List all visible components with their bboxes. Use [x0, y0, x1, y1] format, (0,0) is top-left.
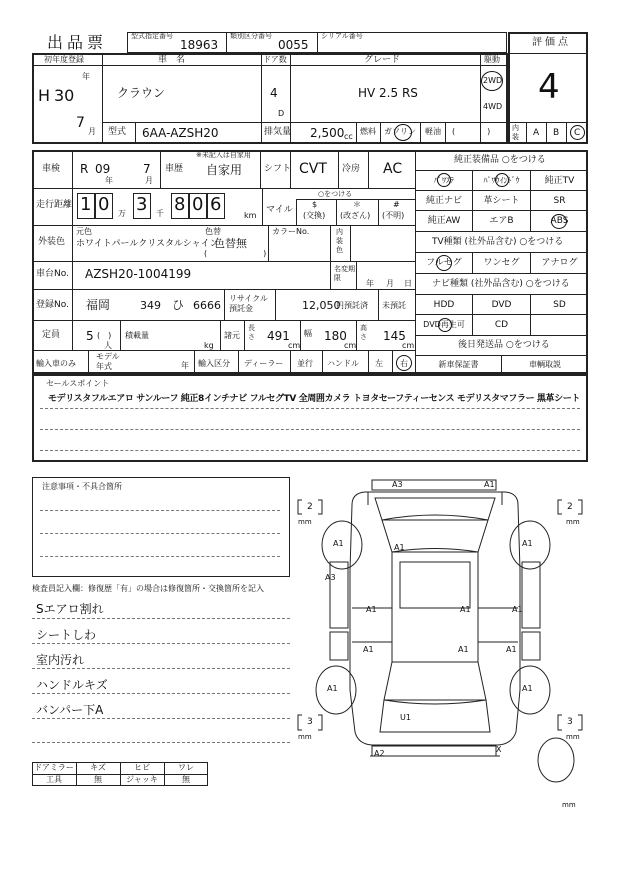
mileage-digit-3: 3	[136, 194, 148, 215]
mileage-digit-1: 1	[80, 194, 92, 215]
ac-label: 冷房	[342, 164, 361, 174]
grade-value: HV 2.5 RS	[358, 86, 418, 100]
displacement-label: 排気量	[264, 127, 292, 137]
equip-oem-aw: 純正AW	[427, 216, 461, 226]
tread-rear-left-unit: mm	[298, 733, 312, 741]
sales-point-text: モデリスタフルエアロ サンルーフ 純正8インチナビ フルセグTV 全周囲カメラ トヨタセーフティーセンス モデリスタマフラー 黒革シート	[48, 394, 580, 404]
navi-cd: CD	[494, 320, 509, 330]
dims-label: 諸元	[224, 331, 240, 340]
missing-value-3: ジャッキ	[126, 775, 158, 784]
sales-point-label: セールスポイント	[46, 379, 110, 388]
tread-front-left: 2	[307, 502, 313, 512]
capacity-unit: 人	[104, 341, 112, 350]
missing-header-1: ドアミラー	[34, 763, 74, 772]
score-value: 4	[538, 67, 560, 107]
mark-rear-bumper: A2	[374, 749, 385, 758]
mark-rear-bumper-right: X	[496, 745, 502, 754]
drive-4wd: 4WD	[483, 102, 503, 111]
registration-class: 349	[140, 299, 161, 312]
category-label: 類別区分番号	[230, 32, 272, 40]
equip-power-steering: ﾊﾟﾜｽﾃ	[434, 176, 454, 185]
missing-value-2: 無	[94, 775, 102, 784]
car-name: クラウン	[117, 86, 166, 100]
tread-rear-right: 3	[567, 717, 573, 727]
mileage-digit-6: 6	[210, 194, 222, 215]
inspector-note-4: ハンドルキズ	[36, 678, 108, 692]
color-change-label: 色替	[205, 227, 221, 236]
exchange-symbol: $	[312, 200, 318, 209]
mile-check-label: ○をつける	[318, 190, 353, 198]
missing-header-2: キズ	[90, 763, 106, 772]
doors-value: 4	[270, 86, 278, 100]
tv-oneseg: ワンセグ	[483, 258, 520, 268]
handle-left: 左	[375, 359, 383, 368]
light-oil-paren: ( )	[452, 127, 491, 136]
ac-value: AC	[383, 161, 403, 177]
tv-analog: アナログ	[541, 258, 578, 268]
import-category-label: 輸入区分	[198, 359, 230, 368]
equip-leather-seat: 革シート	[483, 196, 520, 206]
tv-type-label: TV種類 (社外品含む) ○をつける	[432, 237, 564, 247]
tampered-label: (改ざん)	[340, 211, 371, 220]
first-reg-label: 初年度登録	[44, 55, 84, 64]
model-label: 型式	[108, 127, 127, 137]
mileage-label: 走行距離	[36, 200, 73, 210]
equip-oem-navi: 純正ナビ	[425, 196, 462, 206]
spare-tire-unit: mm	[562, 801, 576, 809]
mark-wheel-rear-right: A1	[522, 684, 533, 693]
shift-label: シフト	[264, 164, 292, 174]
inspection-month-unit: 月	[145, 176, 153, 185]
width-value: 180	[324, 329, 347, 343]
mark-wheel-front-left: A1	[333, 539, 344, 548]
later-manual: 車輌取説	[529, 360, 561, 369]
recycle-label: リサイクル預託金	[229, 294, 268, 313]
interior-grade-label: 内装	[512, 124, 519, 141]
mileage-digit-2: 0	[98, 194, 110, 215]
score-label: 評価点	[532, 37, 571, 48]
mark-front-bumper: A3	[392, 480, 403, 489]
interior-color-label: 内装色	[336, 228, 343, 254]
inspection-era: R	[80, 162, 89, 176]
navi-type-label: ナビ種類 (社外品含む) ○をつける	[432, 279, 570, 289]
inspector-note-5: バンパー下A	[36, 703, 104, 717]
inspection-label: 車検	[42, 164, 61, 174]
mark-trunk: U1	[400, 713, 411, 722]
caution-label: 注意事項・不具合箇所	[42, 482, 122, 491]
fuel-label: 燃料	[360, 127, 376, 136]
type-number: 18963	[180, 38, 219, 52]
inspector-note-3: 室内汚れ	[36, 653, 85, 667]
oem-equipment-label: 純正装備品 ○をつける	[454, 155, 546, 165]
interior-c: C	[574, 128, 581, 138]
interior-b: B	[553, 128, 560, 138]
mark-door-rear-right: A1	[506, 645, 517, 654]
missing-value-1: 工具	[46, 775, 62, 784]
registration-number: 6666	[193, 299, 221, 312]
equip-oem-tv: 純正TV	[544, 176, 575, 186]
navi-dvd: DVD	[491, 300, 512, 310]
first-reg-era: H	[38, 86, 51, 105]
unknown-label: (不明)	[382, 211, 405, 220]
model-year-label: モデル年式	[96, 352, 120, 371]
doors-sub: D	[278, 109, 285, 118]
color-paren: ( )	[204, 249, 267, 258]
import-parallel: 並行	[297, 359, 313, 368]
name-change-year: 年	[366, 279, 374, 288]
fuel-value: ガソリン	[384, 127, 416, 136]
length-unit: cm	[288, 341, 301, 350]
tread-front-right: 2	[567, 502, 573, 512]
history-label: 車歴	[165, 164, 184, 174]
inspector-note-2: シートしわ	[36, 628, 97, 642]
interior-a: A	[533, 128, 540, 138]
color-no-label: カラーNo.	[272, 227, 310, 236]
chassis-label: 車台No.	[36, 269, 69, 279]
equip-power-window: ﾊﾟﾜｳｲﾝﾄﾞｳ	[483, 176, 520, 185]
mark-pillar-rear-right: A1	[458, 645, 469, 654]
shift-value: CVT	[299, 161, 327, 177]
width-label: 幅	[304, 329, 312, 338]
light-oil-label: 軽油	[425, 127, 441, 136]
width-unit: cm	[344, 341, 357, 350]
tread-front-right-unit: mm	[566, 518, 580, 526]
mileage-digit-5: 0	[192, 194, 204, 215]
tread-rear-left: 3	[307, 717, 313, 727]
mark-wheel-rear-left: A1	[327, 684, 338, 693]
equip-sunroof: SR	[553, 196, 566, 206]
displacement-value: 2,500	[310, 126, 345, 140]
unknown-symbol: #	[393, 200, 400, 209]
inspection-month: 7	[143, 162, 151, 176]
doors-label: ドア数	[263, 55, 287, 64]
inspection-year: 09	[95, 162, 111, 176]
mark-door-rear-left: A1	[363, 645, 374, 654]
registration-kana: ひ	[172, 298, 185, 312]
first-reg-month: 7	[76, 115, 85, 131]
tv-fullseg: フルセグ	[426, 258, 462, 268]
chassis-value: AZSH20-1004199	[85, 267, 192, 281]
mileage-man-unit: 万	[118, 209, 126, 218]
mark-roof-right: A1	[460, 605, 471, 614]
color-change-value: 色替無	[214, 237, 247, 250]
mark-mirror-left: A3	[325, 573, 336, 582]
tampered-symbol: ＊	[353, 200, 361, 209]
mark-fender-front-left: A1	[394, 543, 405, 552]
type-number-label: 型式指定番号	[131, 32, 173, 40]
registration-label: 登録No.	[36, 300, 69, 310]
drive-label: 駆動	[484, 55, 500, 64]
height-label: 高さ	[360, 324, 367, 341]
name-change-label: 名変期限	[334, 265, 355, 282]
name-change-month: 月	[386, 279, 394, 288]
missing-header-3: ヒビ	[134, 763, 150, 772]
capacity-paren: ( )	[97, 331, 112, 340]
mile-label: マイル	[266, 205, 293, 215]
equip-abs: ABS	[550, 216, 569, 226]
capacity-value: 5	[86, 329, 94, 343]
inspector-note-1: Sエアロ割れ	[36, 602, 104, 616]
height-unit: cm	[402, 341, 415, 350]
navi-hdd: HDD	[433, 300, 455, 310]
missing-header-4: ワレ	[178, 763, 194, 772]
page-title: 出品票	[47, 33, 108, 52]
load-unit: kg	[204, 341, 214, 350]
load-label: 積載量	[125, 331, 149, 340]
mark-door-front-right: A1	[512, 605, 523, 614]
recycle-amount: 12,050	[302, 299, 341, 312]
later-warranty: 新車保証書	[438, 360, 479, 369]
first-reg-year-unit: 年	[82, 72, 90, 81]
first-reg-month-unit: 月	[88, 127, 96, 136]
capacity-label: 定員	[42, 330, 61, 340]
mark-front-bumper-right: A1	[484, 480, 495, 489]
mileage-sen-unit: 千	[156, 209, 164, 218]
handle-label: ハンドル	[327, 359, 359, 368]
model-year-unit: 年	[181, 361, 189, 370]
handle-right: 右	[400, 359, 408, 368]
missing-value-4: 無	[182, 775, 190, 784]
tread-front-left-unit: mm	[298, 518, 312, 526]
history-value: 自家用	[206, 163, 243, 177]
inspection-year-unit: 年	[105, 176, 113, 185]
mark-wheel-front-right: A1	[522, 539, 533, 548]
import-label: 輸入車のみ	[36, 359, 76, 368]
car-name-label: 車 名	[158, 55, 186, 65]
model-value: 6AA-AZSH20	[142, 126, 219, 140]
recycle-unit: 円預託済	[336, 301, 368, 310]
first-reg-year: 30	[54, 86, 75, 105]
import-dealer: ディーラー	[244, 359, 284, 368]
mileage-digit-4: 8	[174, 194, 186, 215]
name-change-day: 日	[404, 279, 412, 288]
length-label: 長さ	[248, 324, 255, 341]
navi-sd: SD	[553, 300, 566, 310]
later-shipping-label: 後日発送品 ○をつける	[458, 340, 550, 350]
length-value: 491	[267, 329, 290, 343]
original-color-label: 元色	[76, 227, 92, 236]
serial-label: シリアル番号	[321, 32, 363, 40]
exterior-color: ホワイトパールクリスタルシャイン	[76, 239, 219, 249]
height-value: 145	[383, 329, 406, 343]
drive-2wd: 2WD	[483, 76, 503, 85]
inspector-label: 検査員記入欄：修復歴「有」の場合は修復箇所・交換箇所を記入	[32, 584, 264, 593]
grade-label: グレード	[364, 55, 401, 65]
recycle-unpaid: 未預託	[382, 301, 406, 310]
exchange-label: (交換)	[303, 211, 326, 220]
exterior-label: 外装色	[38, 237, 66, 247]
displacement-unit: cc	[344, 132, 353, 141]
history-note: ※未記入は自家用	[196, 151, 251, 159]
registration-place: 福岡	[86, 298, 111, 312]
tread-rear-right-unit: mm	[566, 733, 580, 741]
equip-airbag: エアB	[489, 216, 514, 226]
category-number: 0055	[278, 38, 309, 52]
navi-dvd-playback: DVD再生可	[423, 320, 465, 329]
mark-door-front-left: A1	[366, 605, 377, 614]
mileage-km-unit: km	[244, 211, 257, 220]
